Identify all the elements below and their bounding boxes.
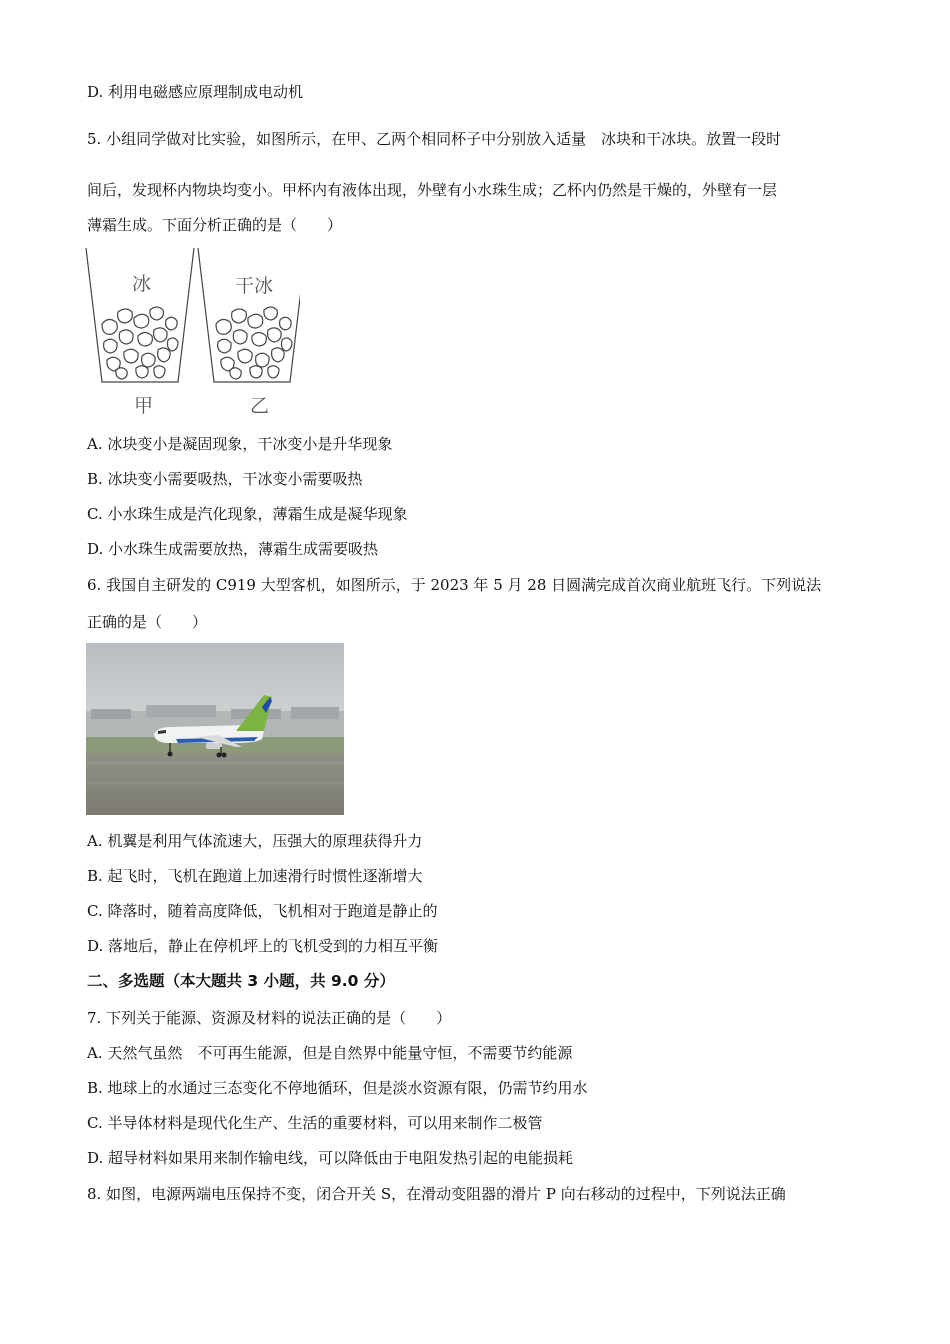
q5-stem-line3: 薄霜生成。下面分析正确的是（ ）: [87, 216, 343, 234]
q7-option-b: B. 地球上的水通过三态变化不停地循环，但是淡水资源有限，仍需节约用水: [87, 1079, 588, 1097]
cup-left-caption: 甲: [134, 395, 154, 417]
q5-stem-line1: 5. 小组同学做对比实验，如图所示，在甲、乙两个相同杯子中分别放入适量 冰块和干冰块。放置一段时: [87, 130, 782, 148]
cup-left-content-label: 冰: [132, 273, 152, 295]
q7-stem: 7. 下列关于能源、资源及材料的说法正确的是（ ）: [87, 1009, 452, 1027]
q7-option-c: C. 半导体材料是现代化生产、生活的重要材料，可以用来制作二极管: [87, 1114, 543, 1132]
q6-option-b: B. 起飞时，飞机在跑道上加速滑行时惯性逐渐增大: [87, 867, 423, 885]
cup-right-content-label: 干冰: [235, 275, 274, 297]
q8-stem-line1: 8. 如图，电源两端电压保持不变，闭合开关 S，在滑动变阻器的滑片 P 向右移动的过程中，下列说法正确: [87, 1185, 786, 1203]
q6-option-d: D. 落地后，静止在停机坪上的飞机受到的力相互平衡: [87, 937, 439, 955]
q4-option-d: D. 利用电磁感应原理制成电动机: [87, 83, 304, 101]
q7-option-a: A. 天然气虽然 不可再生能源，但是自然界中能量守恒，不需要节约能源: [87, 1044, 573, 1062]
ice-cups-figure: [80, 242, 300, 420]
q6-option-c: C. 降落时，随着高度降低，飞机相对于跑道是静止的: [87, 902, 438, 920]
q6-stem-line1: 6. 我国自主研发的 C919 大型客机，如图所示，于 2023 年 5 月 28 日圆满完成首次商业航班飞行。下列说法: [87, 576, 822, 594]
c919-airplane-photo: [86, 643, 344, 815]
ice-lumps-right: [216, 307, 292, 379]
q5-option-c: C. 小水珠生成是汽化现象，薄霜生成是凝华现象: [87, 505, 408, 523]
cup-right-caption: 乙: [250, 395, 270, 417]
q5-stem-line2: 间后，发现杯内物块均变小。甲杯内有液体出现，外壁有小水珠生成；乙杯内仍然是干燥的，外壁有一层: [87, 181, 778, 199]
ice-lumps-left: [102, 307, 178, 379]
q7-option-d: D. 超导材料如果用来制作输电线，可以降低由于电阻发热引起的电能损耗: [87, 1149, 574, 1167]
q6-stem-line2: 正确的是（ ）: [87, 613, 208, 631]
q5-option-b: B. 冰块变小需要吸热，干冰变小需要吸热: [87, 470, 363, 488]
q6-option-a: A. 机翼是利用气体流速大，压强大的原理获得升力: [87, 832, 423, 850]
section-heading: 二、多选题（本大题共 3 小题，共 9.0 分）: [87, 972, 395, 990]
q5-option-a: A. 冰块变小是凝固现象，干冰变小是升华现象: [87, 435, 393, 453]
q5-option-d: D. 小水珠生成需要放热，薄霜生成需要吸热: [87, 540, 379, 558]
